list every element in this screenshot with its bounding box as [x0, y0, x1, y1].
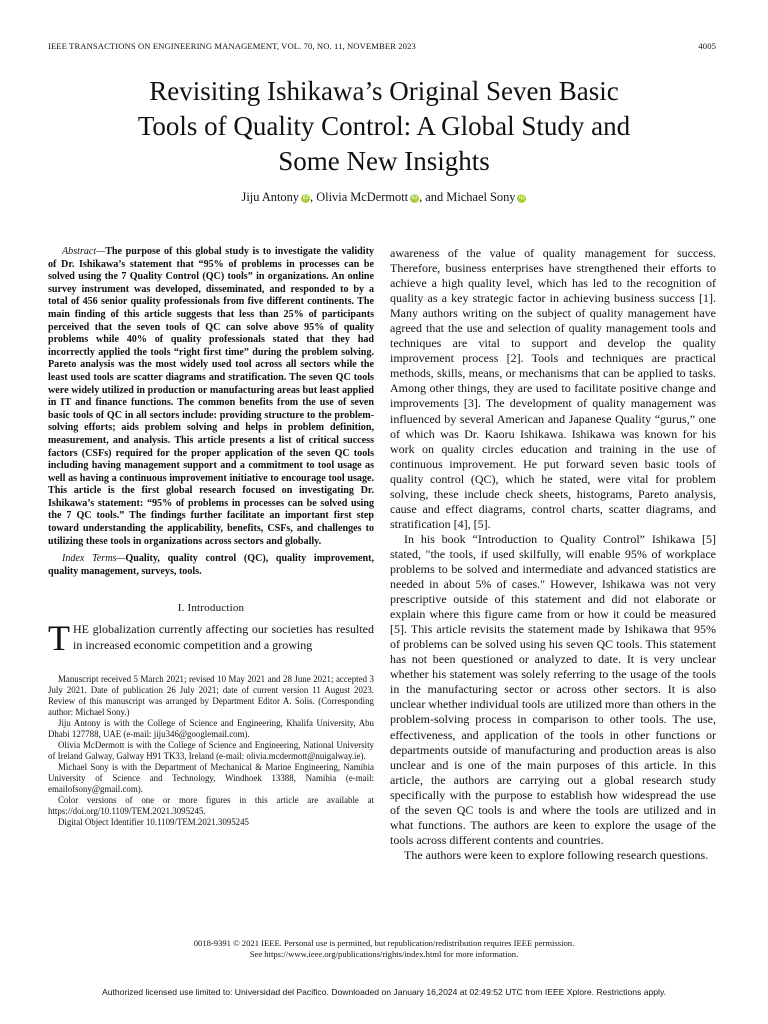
title-line-1: Revisiting Ishikawa’s Original Seven Basic — [149, 76, 619, 106]
right-column — [390, 246, 716, 863]
introduction-text: HE globalization currently affecting our societies has resulted in increased economic competition and a growing — [73, 622, 374, 652]
orcid-icon[interactable]: iD — [302, 195, 309, 201]
drop-cap: T — [48, 618, 70, 659]
author-list — [40, 190, 728, 205]
orcid-icon[interactable]: iD — [411, 195, 418, 201]
abstract — [48, 246, 374, 548]
section-heading-introduction: I. Introduction — [177, 602, 245, 615]
footnote-affiliation: Olivia McDermott is with the College of Science and Engineering, National University of Ireland Galway, Galway H91 TK33, Ireland (e-mail: olivia.mcdermott@nuigalway.ie). — [48, 740, 374, 762]
author-name[interactable]: Olivia McDermott — [316, 190, 409, 204]
left-column — [48, 246, 374, 828]
download-notice: Authorized licensed use limited to: Universidad del Pacifico. Downloaded on January 16,2024 at 02:49:52 UTC from IEEE Xplore. Restrictions apply. — [102, 987, 666, 997]
paper-title — [40, 74, 728, 179]
abstract-text: The purpose of this global study is to investigate the validity of Dr. Ishikawa’s statement that “95% of problems in processes can be solved using the 7 Quality Control (QC) tools” in organizations. An online survey instrument was developed, disseminated, and responded to by a total of 456 senior quality professionals from five different continents. The main finding of this article suggests that less than 25% of participants perceived that the seven tools of QC can solve above 95% of quality problems while 40% of quality professionals stated that they had incorrectly applied the tools “right first time” during the problem solving. Pareto analysis was the most widely used tool across all sectors while the least used tools are scatter diagrams and stratification. The seven QC tools were widely utilized in production or manufacturing areas but least applied in IT and finance functions. The common benefits from the use of seven basic tools of QC in all sectors include: providing structure to the problem-solving efforts; aids problem solving and helps in problem definition, measurement, and analysis. This article presents a list of critical success factors (CSFs) required for the proper application of the seven QC tools including having management support and a commitment to tool usage as well as having a continuous improvement initiative to encourage tool usage. This article is the first global research focused on investigating Dr. Ishikawa’s statement: “95% of problems in processes can be solved using the 7 QC tools.” The findings further facilitate an important first step toward understanding the applicability, benefits, CSFs, and challenges to utilizing these tools in organizations across sectors and globally. — [48, 246, 374, 547]
author-separator: , — [310, 190, 317, 204]
title-line-3: Some New Insights — [278, 146, 490, 176]
body-paragraph: awareness of the value of quality management for success. Therefore, business enterprises have strengthened their efforts to achieve a high quality level, which has led to the recognition of quality as a key strategic factor in achieving business success [1]. Many authors writing on the subject of quality management have agreed that the use and selection of quality management tools and techniques are vital to support and develop the quality improvement process [2]. Tools and techniques are practical methods, skills, means, or mechanisms that can be applied to tasks. Among other things, they are used to facilitate positive change and improvements [3]. The development of quality management was influenced by several American and Japanese Quality “gurus,” one of which was Dr. Kaoru Ishikawa. Ishikawa was known for his work on quality circles education and training in the use of continuous improvement. He put forward seven basic tools of quality control (QC), which he stated, were vital for problem solving, these include check sheets, histograms, Pareto analysis, cause and effect diagrams, control charts, scatter diagrams, and stratification [4], [5]. — [390, 246, 716, 531]
index-terms — [48, 553, 374, 578]
copyright-line: 0018-9391 © 2021 IEEE. Personal use is permitted, but republication/redistribution requires IEEE permission. — [193, 938, 575, 948]
body-paragraph: The authors were keen to explore following research questions. — [404, 847, 709, 862]
footnote-affiliation: Jiju Antony is with the College of Science and Engineering, Khalifa University, Abu Dhabi 127788, UAE (e-mail: jiju346@googlemail.com). — [48, 718, 374, 740]
introduction-paragraph — [48, 618, 374, 659]
footnote-manuscript: Manuscript received 5 March 2021; revised 10 May 2021 and 28 June 2021; accepted 3 July 2021. Date of publication 26 July 2021; date of current version 11 August 2023. Review of this manuscript was arranged by Department Editor A. Solis. (Corresponding author: Michael Sony.) — [48, 674, 374, 718]
index-terms-text: Quality, quality control (QC), quality improvement, quality management, surveys, tools. — [48, 553, 374, 577]
footnote-color-versions: Color versions of one or more figures in this article are available at https://doi.org/10.1109/TEM.2021.3095245. — [48, 795, 374, 817]
journal-name: IEEE TRANSACTIONS ON ENGINEERING MANAGEMENT, VOL. 70, NO. 11, NOVEMBER 2023 — [48, 41, 416, 51]
author-name[interactable]: Michael Sony — [446, 190, 516, 204]
page-number: 4005 — [698, 41, 716, 51]
footnotes — [48, 674, 374, 828]
orcid-icon[interactable]: iD — [519, 195, 525, 201]
body-paragraph: In his book “Introduction to Quality Control” Ishikawa [5] stated, "the tools, if used skilfully, will enable 95% of workplace problems to be solved and intermediate and advanced statistics are needed in about 5% of cases." However, Ishikawa was not very prescriptive outside of this statement and did not elaborate or explain where this figure came from or how it could be measured [5]. This article revisits the statement made by Ishikawa that 95% of problems can be solved using his seven QC tools. This statement has not been questioned or analyzed to date. It is very unclear whether his statement was solely referring to the usage of the tools in the manufacturing sector or across other sectors. It is also unclear whether individual tools are utilized more than others in the problem-solving process in comparison to other tools. The use, effectiveness, and application of the tools in other functions or departments outside of manufacturing and production areas is also unclear and is one of the main purposes of this article. In this article, the authors are carrying out a global research study specifically with the purpose to establish how widespread the use of the seven QC tools is and where the tools are utilized and in what functions. The authors are keen to explore the usage of the tools across different contents and countries. — [390, 531, 716, 847]
abstract-label: Abstract— — [62, 246, 106, 257]
footnote-doi: Digital Object Identifier 10.1109/TEM.2021.3095245 — [58, 817, 249, 828]
footnote-affiliation: Michael Sony is with the Department of Mechanical & Marine Engineering, Namibia University of Science and Technology, Windhoek 13388, Namibia (e-mail: emailofsony@gmail.com). — [48, 762, 374, 795]
index-terms-label: Index Terms— — [62, 553, 126, 565]
author-separator: , and — [419, 190, 447, 204]
author-name[interactable]: Jiju Antony — [241, 190, 300, 204]
title-line-2: Tools of Quality Control: A Global Study and — [137, 111, 631, 141]
rights-link[interactable]: See https://www.ieee.org/publications/rights/index.html for more information. — [249, 949, 519, 959]
copyright-notice — [40, 938, 728, 960]
running-header — [48, 41, 716, 51]
